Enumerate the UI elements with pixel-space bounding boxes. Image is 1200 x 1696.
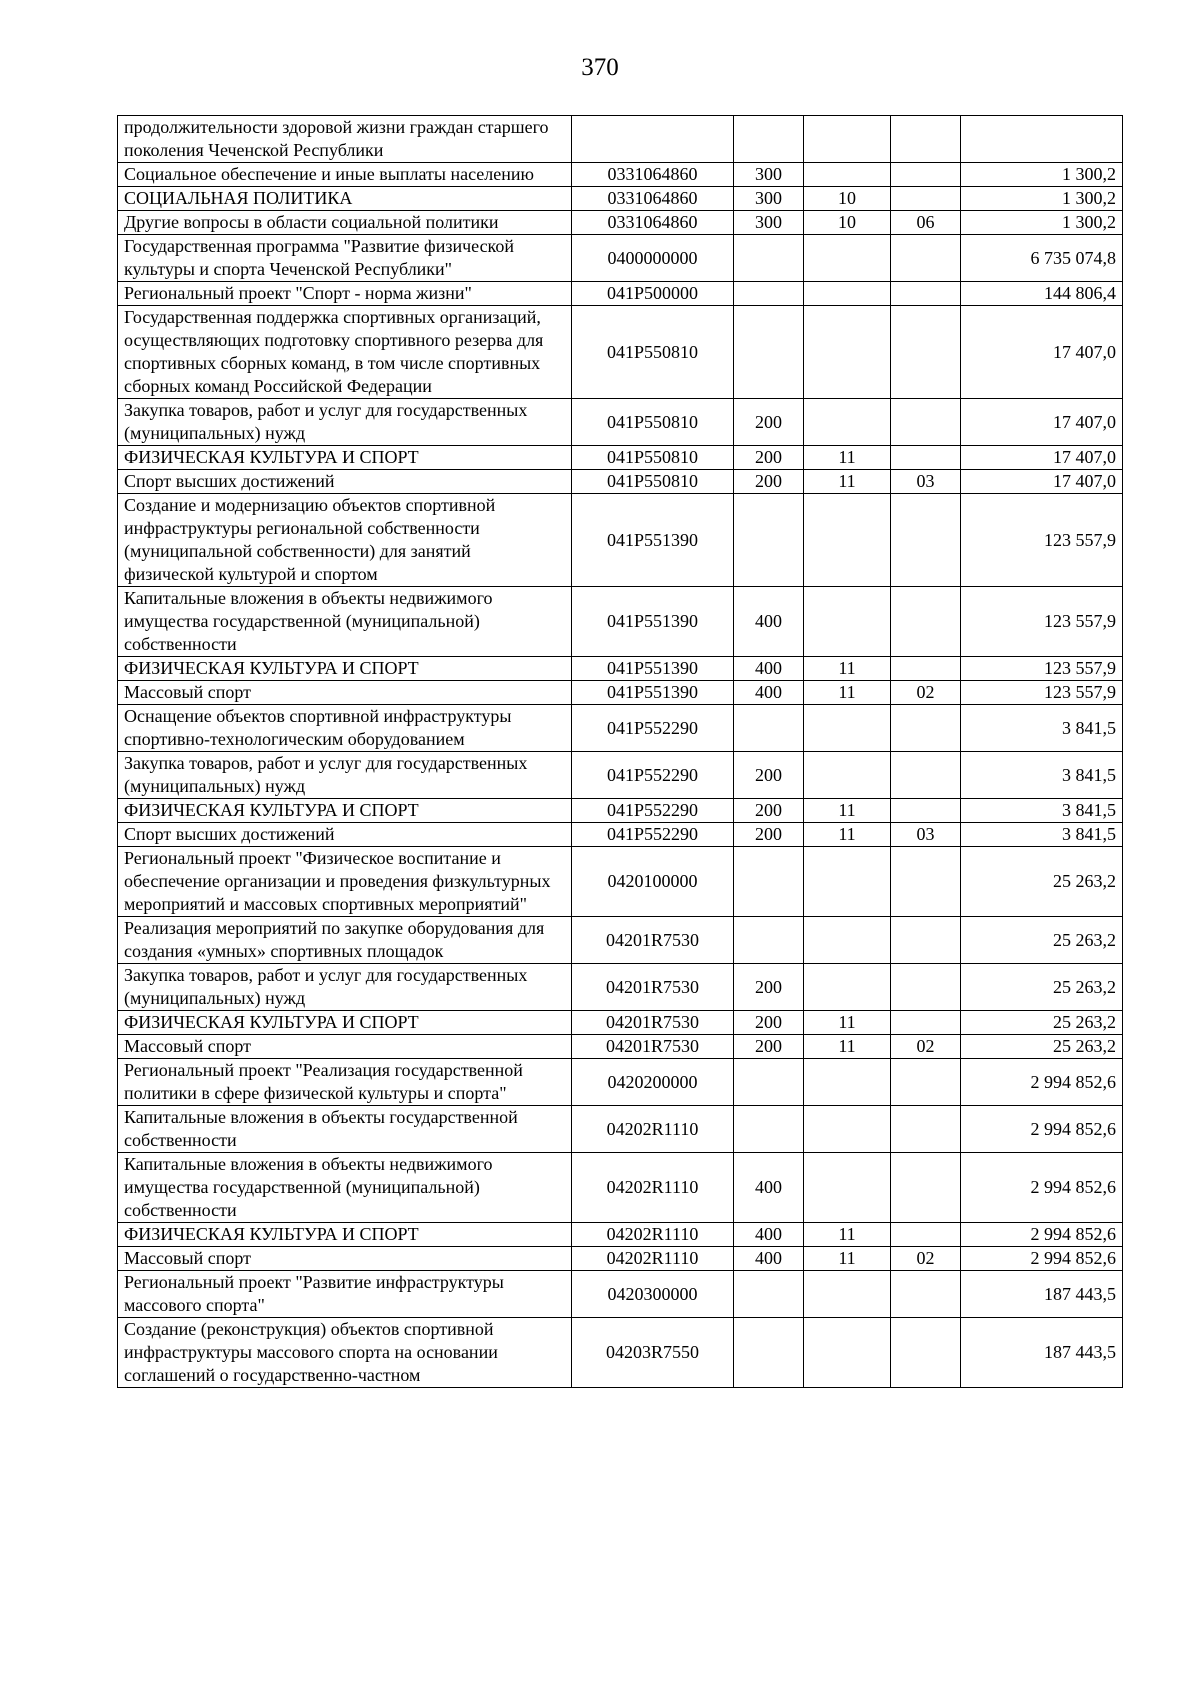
- row-subsection-cell: [891, 163, 961, 187]
- table-row: [118, 494, 1123, 587]
- row-amount-cell: 6 735 074,8: [961, 235, 1123, 282]
- row-name-cell: Другие вопросы в области социальной политики: [118, 211, 572, 235]
- row-expense-type-cell: 200: [734, 399, 804, 446]
- row-name-cell: Социальное обеспечение и иные выплаты населению: [118, 163, 572, 187]
- row-target-article-cell: 0331064860: [572, 163, 734, 187]
- table-row: [118, 446, 1123, 470]
- row-expense-type-cell: [734, 1271, 804, 1318]
- row-expense-type-cell: 200: [734, 799, 804, 823]
- row-section-cell: 11: [804, 446, 891, 470]
- row-subsection-cell: [891, 235, 961, 282]
- row-amount-cell: 25 263,2: [961, 1011, 1123, 1035]
- row-name-cell: Массовый спорт: [118, 1035, 572, 1059]
- row-target-article-cell: 041P550810: [572, 399, 734, 446]
- row-amount-cell: 3 841,5: [961, 823, 1123, 847]
- row-name-cell: Капитальные вложения в объекты недвижимого имущества государственной (муниципальной) собственности: [118, 1153, 572, 1223]
- table-row: [118, 235, 1123, 282]
- row-subsection-cell: [891, 587, 961, 657]
- row-amount-cell: [961, 116, 1123, 163]
- row-name-cell: Реализация мероприятий по закупке оборудования для создания «умных» спортивных площадок: [118, 917, 572, 964]
- row-subsection-cell: [891, 494, 961, 587]
- row-name-cell: Создание (реконструкция) объектов спортивной инфраструктуры массового спорта на основании соглашений о государственно-частном: [118, 1318, 572, 1388]
- table-row: [118, 1059, 1123, 1106]
- row-subsection-cell: [891, 446, 961, 470]
- table-row: [118, 917, 1123, 964]
- row-target-article-cell: 0400000000: [572, 235, 734, 282]
- row-section-cell: [804, 235, 891, 282]
- row-name-cell: ФИЗИЧЕСКАЯ КУЛЬТУРА И СПОРТ: [118, 446, 572, 470]
- row-name-cell: Капитальные вложения в объекты недвижимого имущества государственной (муниципальной) собственности: [118, 587, 572, 657]
- table-row: [118, 211, 1123, 235]
- row-section-cell: [804, 1271, 891, 1318]
- row-expense-type-cell: 200: [734, 823, 804, 847]
- row-subsection-cell: [891, 187, 961, 211]
- table-row: [118, 823, 1123, 847]
- budget-table: [117, 115, 1123, 1388]
- row-name-cell: Массовый спорт: [118, 681, 572, 705]
- row-subsection-cell: 02: [891, 1035, 961, 1059]
- row-subsection-cell: [891, 752, 961, 799]
- row-name-cell: Спорт высших достижений: [118, 823, 572, 847]
- row-expense-type-cell: 400: [734, 587, 804, 657]
- row-expense-type-cell: 400: [734, 1223, 804, 1247]
- row-expense-type-cell: [734, 917, 804, 964]
- row-name-cell: Региональный проект "Развитие инфраструктуры массового спорта": [118, 1271, 572, 1318]
- row-section-cell: 11: [804, 1247, 891, 1271]
- row-amount-cell: 2 994 852,6: [961, 1106, 1123, 1153]
- row-target-article-cell: 0331064860: [572, 187, 734, 211]
- row-section-cell: [804, 587, 891, 657]
- row-name-cell: Государственная программа "Развитие физической культуры и спорта Чеченской Республики": [118, 235, 572, 282]
- row-section-cell: 11: [804, 657, 891, 681]
- row-amount-cell: 1 300,2: [961, 163, 1123, 187]
- row-name-cell: Региональный проект "Физическое воспитание и обеспечение организации и проведения физкультурных мероприятий и массовых спортивных мероприятий": [118, 847, 572, 917]
- row-section-cell: [804, 964, 891, 1011]
- row-section-cell: [804, 163, 891, 187]
- row-section-cell: 11: [804, 1035, 891, 1059]
- row-expense-type-cell: [734, 705, 804, 752]
- row-name-cell: Закупка товаров, работ и услуг для государственных (муниципальных) нужд: [118, 964, 572, 1011]
- row-subsection-cell: [891, 1059, 961, 1106]
- row-section-cell: 11: [804, 1223, 891, 1247]
- row-expense-type-cell: [734, 1318, 804, 1388]
- row-name-cell: Спорт высших достижений: [118, 470, 572, 494]
- row-expense-type-cell: [734, 1106, 804, 1153]
- row-target-article-cell: 041P552290: [572, 799, 734, 823]
- row-section-cell: 11: [804, 470, 891, 494]
- row-target-article-cell: 0420100000: [572, 847, 734, 917]
- row-name-cell: продолжительности здоровой жизни граждан старшего поколения Чеченской Республики: [118, 116, 572, 163]
- table-row: [118, 282, 1123, 306]
- row-name-cell: Закупка товаров, работ и услуг для государственных (муниципальных) нужд: [118, 752, 572, 799]
- row-subsection-cell: [891, 399, 961, 446]
- row-subsection-cell: [891, 306, 961, 399]
- row-section-cell: [804, 1059, 891, 1106]
- row-amount-cell: 144 806,4: [961, 282, 1123, 306]
- row-target-article-cell: 04203R7550: [572, 1318, 734, 1388]
- row-target-article-cell: 04201R7530: [572, 1011, 734, 1035]
- row-subsection-cell: [891, 1318, 961, 1388]
- row-target-article-cell: 04201R7530: [572, 1035, 734, 1059]
- row-expense-type-cell: 200: [734, 446, 804, 470]
- row-name-cell: ФИЗИЧЕСКАЯ КУЛЬТУРА И СПОРТ: [118, 799, 572, 823]
- row-target-article-cell: 041P551390: [572, 657, 734, 681]
- row-target-article-cell: 04201R7530: [572, 964, 734, 1011]
- table-row: [118, 587, 1123, 657]
- table-row: [118, 1011, 1123, 1035]
- row-target-article-cell: 04202R1110: [572, 1247, 734, 1271]
- row-subsection-cell: 03: [891, 823, 961, 847]
- table-row: [118, 1035, 1123, 1059]
- row-section-cell: 10: [804, 187, 891, 211]
- table-row: [118, 1271, 1123, 1318]
- row-target-article-cell: 04202R1110: [572, 1153, 734, 1223]
- row-subsection-cell: [891, 282, 961, 306]
- table-row: [118, 681, 1123, 705]
- row-target-article-cell: 041P552290: [572, 823, 734, 847]
- row-amount-cell: 17 407,0: [961, 306, 1123, 399]
- row-amount-cell: 187 443,5: [961, 1318, 1123, 1388]
- row-name-cell: Государственная поддержка спортивных организаций, осуществляющих подготовку спортивного резерва для спортивных сборных команд, в том числе спортивных сборных команд Российской Федерации: [118, 306, 572, 399]
- row-amount-cell: 187 443,5: [961, 1271, 1123, 1318]
- row-target-article-cell: 0331064860: [572, 211, 734, 235]
- row-expense-type-cell: 400: [734, 1153, 804, 1223]
- row-subsection-cell: [891, 964, 961, 1011]
- row-section-cell: 10: [804, 211, 891, 235]
- row-expense-type-cell: [734, 494, 804, 587]
- table-row: [118, 964, 1123, 1011]
- row-target-article-cell: 0420200000: [572, 1059, 734, 1106]
- row-subsection-cell: 02: [891, 1247, 961, 1271]
- table-row: [118, 1247, 1123, 1271]
- row-target-article-cell: 041P500000: [572, 282, 734, 306]
- row-target-article-cell: 041P552290: [572, 705, 734, 752]
- row-amount-cell: 123 557,9: [961, 587, 1123, 657]
- row-section-cell: 11: [804, 799, 891, 823]
- row-expense-type-cell: 300: [734, 163, 804, 187]
- row-name-cell: ФИЗИЧЕСКАЯ КУЛЬТУРА И СПОРТ: [118, 1011, 572, 1035]
- row-subsection-cell: 03: [891, 470, 961, 494]
- row-amount-cell: 123 557,9: [961, 657, 1123, 681]
- row-expense-type-cell: [734, 282, 804, 306]
- table-row: [118, 657, 1123, 681]
- table-row: [118, 1106, 1123, 1153]
- row-amount-cell: 2 994 852,6: [961, 1153, 1123, 1223]
- row-expense-type-cell: [734, 1059, 804, 1106]
- row-amount-cell: 25 263,2: [961, 1035, 1123, 1059]
- row-subsection-cell: [891, 799, 961, 823]
- row-section-cell: [804, 1318, 891, 1388]
- row-target-article-cell: 041P552290: [572, 752, 734, 799]
- row-amount-cell: 2 994 852,6: [961, 1223, 1123, 1247]
- table-row: [118, 705, 1123, 752]
- row-subsection-cell: [891, 705, 961, 752]
- row-subsection-cell: [891, 1153, 961, 1223]
- page-number: 370: [581, 54, 619, 81]
- row-subsection-cell: [891, 657, 961, 681]
- row-subsection-cell: [891, 1223, 961, 1247]
- row-expense-type-cell: 400: [734, 1247, 804, 1271]
- row-subsection-cell: [891, 1106, 961, 1153]
- row-expense-type-cell: 200: [734, 752, 804, 799]
- row-amount-cell: 17 407,0: [961, 446, 1123, 470]
- row-subsection-cell: [891, 847, 961, 917]
- row-amount-cell: 25 263,2: [961, 847, 1123, 917]
- row-amount-cell: 123 557,9: [961, 494, 1123, 587]
- row-expense-type-cell: 200: [734, 1011, 804, 1035]
- row-target-article-cell: 041P550810: [572, 446, 734, 470]
- row-amount-cell: 2 994 852,6: [961, 1059, 1123, 1106]
- row-section-cell: [804, 917, 891, 964]
- table-row: [118, 1223, 1123, 1247]
- table-row: [118, 470, 1123, 494]
- row-section-cell: [804, 847, 891, 917]
- row-amount-cell: 1 300,2: [961, 211, 1123, 235]
- row-amount-cell: 25 263,2: [961, 964, 1123, 1011]
- row-name-cell: ФИЗИЧЕСКАЯ КУЛЬТУРА И СПОРТ: [118, 1223, 572, 1247]
- table-row: [118, 399, 1123, 446]
- row-amount-cell: 2 994 852,6: [961, 1247, 1123, 1271]
- row-target-article-cell: 041P551390: [572, 587, 734, 657]
- row-target-article-cell: 04202R1110: [572, 1106, 734, 1153]
- row-target-article-cell: [572, 116, 734, 163]
- row-name-cell: Создание и модернизацию объектов спортивной инфраструктуры региональной собственности (муниципальной собственности) для занятий физической культурой и спортом: [118, 494, 572, 587]
- row-amount-cell: 17 407,0: [961, 399, 1123, 446]
- row-section-cell: [804, 399, 891, 446]
- row-name-cell: Оснащение объектов спортивной инфраструктуры спортивно-технологическим оборудованием: [118, 705, 572, 752]
- table-row: [118, 1153, 1123, 1223]
- row-name-cell: Капитальные вложения в объекты государственной собственности: [118, 1106, 572, 1153]
- row-amount-cell: 123 557,9: [961, 681, 1123, 705]
- row-amount-cell: 17 407,0: [961, 470, 1123, 494]
- row-expense-type-cell: [734, 847, 804, 917]
- row-target-article-cell: 041P550810: [572, 306, 734, 399]
- row-expense-type-cell: 200: [734, 1035, 804, 1059]
- row-section-cell: [804, 306, 891, 399]
- row-section-cell: 11: [804, 681, 891, 705]
- row-expense-type-cell: [734, 116, 804, 163]
- row-target-article-cell: 041P550810: [572, 470, 734, 494]
- table-row: [118, 306, 1123, 399]
- row-amount-cell: 3 841,5: [961, 752, 1123, 799]
- row-target-article-cell: 041P551390: [572, 681, 734, 705]
- row-section-cell: [804, 752, 891, 799]
- row-amount-cell: 3 841,5: [961, 705, 1123, 752]
- row-subsection-cell: [891, 1011, 961, 1035]
- table-row: [118, 116, 1123, 163]
- row-expense-type-cell: 300: [734, 187, 804, 211]
- row-section-cell: [804, 282, 891, 306]
- row-name-cell: Массовый спорт: [118, 1247, 572, 1271]
- row-section-cell: [804, 494, 891, 587]
- row-name-cell: Региональный проект "Реализация государственной политики в сфере физической культуры и спорта": [118, 1059, 572, 1106]
- row-subsection-cell: [891, 1271, 961, 1318]
- row-amount-cell: 3 841,5: [961, 799, 1123, 823]
- row-amount-cell: 25 263,2: [961, 917, 1123, 964]
- row-subsection-cell: [891, 917, 961, 964]
- row-expense-type-cell: 300: [734, 211, 804, 235]
- table-row: [118, 187, 1123, 211]
- row-section-cell: [804, 1106, 891, 1153]
- row-section-cell: [804, 705, 891, 752]
- table-row: [118, 799, 1123, 823]
- row-expense-type-cell: 200: [734, 964, 804, 1011]
- row-expense-type-cell: 400: [734, 681, 804, 705]
- row-target-article-cell: 041P551390: [572, 494, 734, 587]
- row-subsection-cell: 02: [891, 681, 961, 705]
- row-section-cell: 11: [804, 823, 891, 847]
- table-row: [118, 163, 1123, 187]
- table-row: [118, 1318, 1123, 1388]
- row-expense-type-cell: [734, 235, 804, 282]
- row-section-cell: 11: [804, 1011, 891, 1035]
- budget-table-body: [118, 116, 1123, 1388]
- row-name-cell: СОЦИАЛЬНАЯ ПОЛИТИКА: [118, 187, 572, 211]
- row-expense-type-cell: 200: [734, 470, 804, 494]
- row-amount-cell: 1 300,2: [961, 187, 1123, 211]
- row-target-article-cell: 04202R1110: [572, 1223, 734, 1247]
- row-subsection-cell: [891, 116, 961, 163]
- row-expense-type-cell: [734, 306, 804, 399]
- row-name-cell: ФИЗИЧЕСКАЯ КУЛЬТУРА И СПОРТ: [118, 657, 572, 681]
- table-row: [118, 752, 1123, 799]
- row-target-article-cell: 04201R7530: [572, 917, 734, 964]
- row-target-article-cell: 0420300000: [572, 1271, 734, 1318]
- row-expense-type-cell: 400: [734, 657, 804, 681]
- row-section-cell: [804, 116, 891, 163]
- row-name-cell: Региональный проект "Спорт - норма жизни": [118, 282, 572, 306]
- row-subsection-cell: 06: [891, 211, 961, 235]
- row-name-cell: Закупка товаров, работ и услуг для государственных (муниципальных) нужд: [118, 399, 572, 446]
- table-row: [118, 847, 1123, 917]
- row-section-cell: [804, 1153, 891, 1223]
